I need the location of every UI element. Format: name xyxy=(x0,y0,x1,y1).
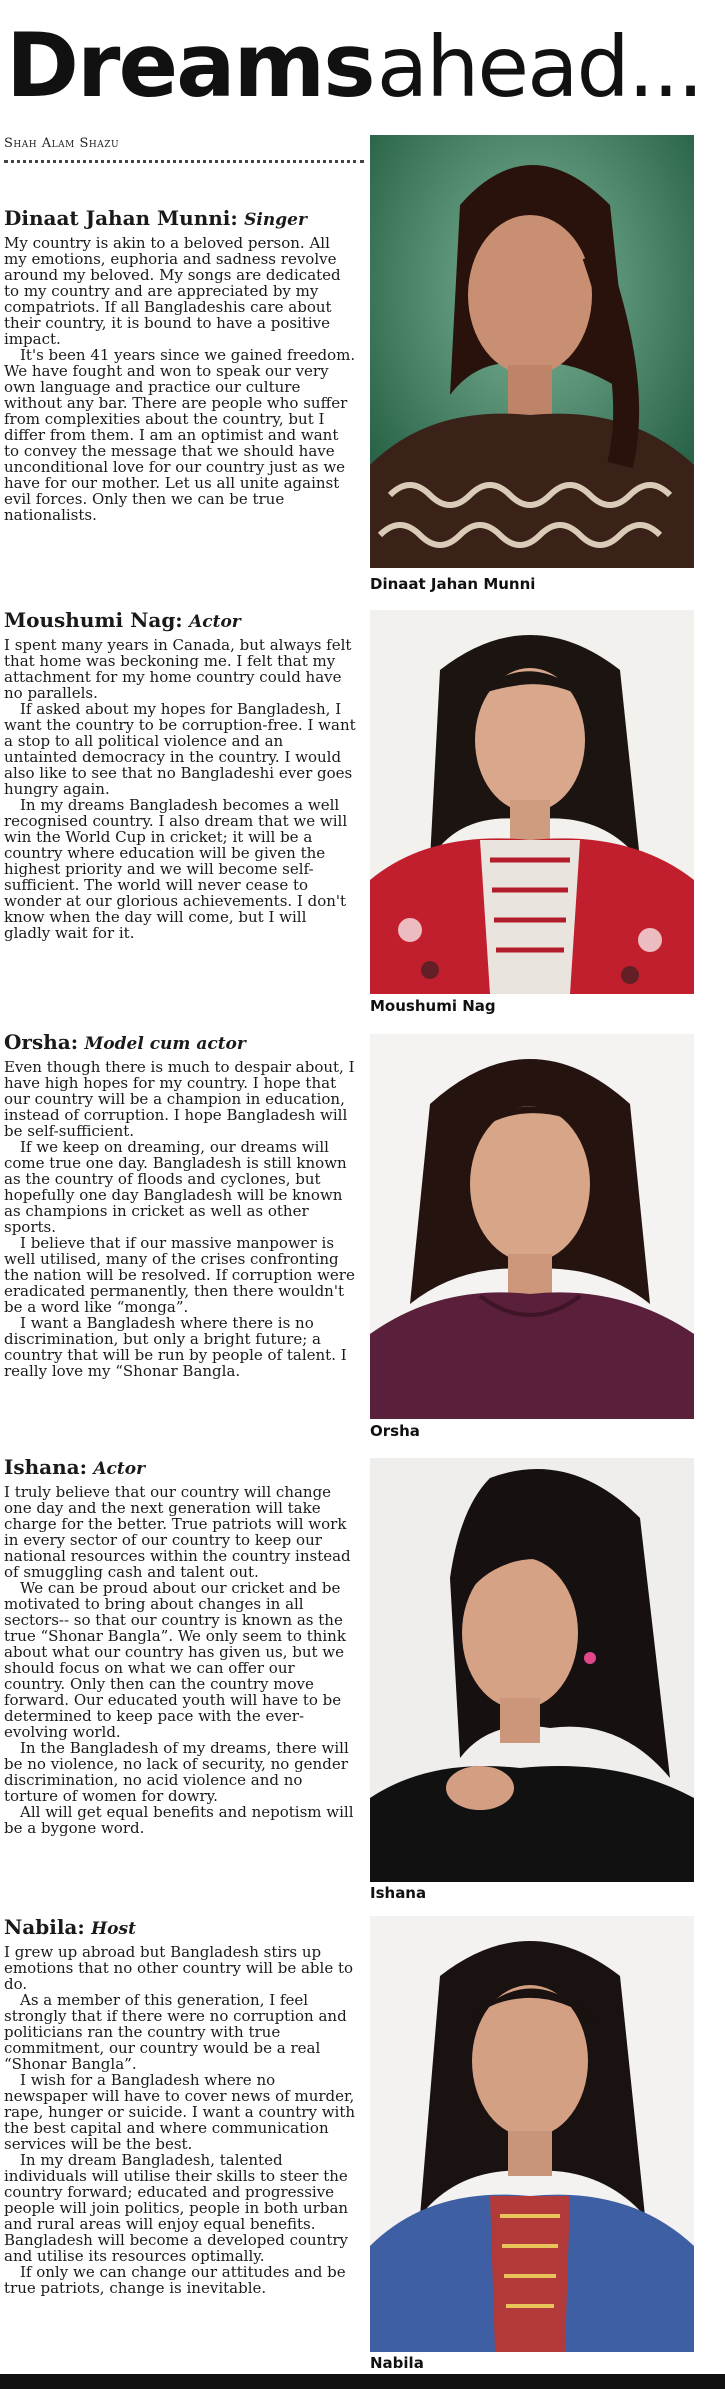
profile-role: Singer xyxy=(244,210,307,230)
portrait-image xyxy=(370,1916,694,2352)
paragraph: It's been 41 years since we gained freedom. We have fought and won to speak our very own language and practice our culture without any bar. There are people who suffer from complexities about the country, but I differ from them. I am an optimist and want to convey the message that we should have unconditional love for our country just as we have for our mother. Let us all unite against evil forces. Only then we can be true nationalists. xyxy=(4,346,356,524)
bottom-bar xyxy=(0,2374,725,2389)
photo-moushumi xyxy=(370,610,694,994)
headline xyxy=(6,14,702,117)
profile-name: Orsha: xyxy=(4,1030,79,1054)
photo-nabila xyxy=(370,1916,694,2352)
photo-caption: Moushumi Nag xyxy=(370,997,496,1015)
profile-name: Moushumi Nag: xyxy=(4,608,183,632)
paragraph: I believe that if our massive manpower is well utilised, many of the crises confronting the nation will be resolved. If corruption were eradicated permanently, then there wouldn't be a word like “monga”. xyxy=(4,1234,355,1316)
paragraph: In the Bangladesh of my dreams, there will be no violence, no lack of security, no gender discrimination, no acid violence and no torture of women for dowry. xyxy=(4,1739,349,1805)
profile-text xyxy=(4,205,356,523)
profile-name: Dinaat Jahan Munni: xyxy=(4,206,238,230)
profile-heading xyxy=(4,205,356,233)
dotted-divider xyxy=(4,160,364,163)
photo-caption: Orsha xyxy=(370,1422,420,1440)
profile-text xyxy=(4,1454,356,1836)
photo-orsha xyxy=(370,1034,694,1419)
profile-heading xyxy=(4,1454,356,1482)
paragraph: I grew up abroad but Bangladesh stirs up emotions that no other country will be able to do. xyxy=(4,1943,354,1993)
portrait-image xyxy=(370,1458,694,1882)
portrait-image xyxy=(370,610,694,994)
headline-light: ahead... xyxy=(376,18,702,116)
portrait-image xyxy=(370,1034,694,1419)
profile-text xyxy=(4,607,356,941)
photo-caption: Ishana xyxy=(370,1884,427,1902)
paragraph: If we keep on dreaming, our dreams will come true one day. Bangladesh is still known as the country of floods and cyclones, but hopefully one day Bangladesh will be known as champions in cricket as well as other sports. xyxy=(4,1138,347,1236)
paragraph: If only we can change our attitudes and be true patriots, change is inevitable. xyxy=(4,2263,346,2297)
profile-heading xyxy=(4,1029,356,1057)
paragraph: I wish for a Bangladesh where no newspaper will have to cover news of murder, rape, hunger or suicide. I want a country with the best capital and where communication services will be the best. xyxy=(4,2071,356,2153)
paragraph: We can be proud about our cricket and be motivated to bring about changes in all sectors-- so that our country is known as the true “Shonar Bangla”. We only seem to think about what our country has given us, but we should focus on what we can offer our country. Only then can the country move forward. Our educated youth will have to be determined to keep pace with the ever-evolving world. xyxy=(4,1579,346,1741)
profile-role: Actor xyxy=(93,1459,146,1479)
profile-role: Host xyxy=(91,1919,136,1939)
paragraph: In my dream Bangladesh, talented individuals will utilise their skills to steer the country forward; educated and progressive people will join politics, people in both urban and rural areas will enjoy equal benefits. Bangladesh will become a developed country and utilise its resources optimally. xyxy=(4,2151,349,2265)
photo-caption: Dinaat Jahan Munni xyxy=(370,575,536,593)
headline-bold: Dreams xyxy=(6,14,374,117)
portrait-image xyxy=(370,135,694,568)
profile-heading xyxy=(4,607,356,635)
paragraph: I want a Bangladesh where there is no discrimination, but only a bright future; a country that will be run by people of talent. I really love my “Shonar Bangla. xyxy=(4,1314,347,1380)
photo-ishana xyxy=(370,1458,694,1882)
byline: Shah Alam Shazu xyxy=(4,136,120,151)
profile-heading xyxy=(4,1914,356,1942)
paragraph: I truly believe that our country will change one day and the next generation will take charge for the better. True patriots will work in every sector of our country to keep our national resources within the country instead of smuggling cash and talent out. xyxy=(4,1483,351,1581)
paragraph: Even though there is much to despair about, I have high hopes for my country. I hope that our country will be a champion in education, instead of corruption. I hope Bangladesh will be self-sufficient. xyxy=(4,1058,355,1140)
profile-role: Model cum actor xyxy=(84,1034,246,1054)
paragraph: All will get equal benefits and nepotism will be a bygone word. xyxy=(4,1803,354,1837)
photo-munni xyxy=(370,135,694,568)
paragraph: If asked about my hopes for Bangladesh, I want the country to be corruption-free. I want a stop to all political violence and an untainted democracy in the country. I would also like to see that no Bangladeshi ever goes hungry again. xyxy=(4,700,356,798)
paragraph: I spent many years in Canada, but always felt that home was beckoning me. I felt that my attachment for my home country could have no parallels. xyxy=(4,636,352,702)
paragraph: In my dreams Bangladesh becomes a well recognised country. I also dream that we will win the World Cup in cricket; it will be a country where education will be given the highest priority and we will become self-sufficient. The world will never cease to wonder at our glorious achievements. I don't know when the day will come, but I will gladly wait for it. xyxy=(4,796,348,942)
paragraph: As a member of this generation, I feel strongly that if there were no corruption and politicians ran the country with true commitment, our country would be a real “Shonar Bangla”. xyxy=(4,1991,347,2073)
profile-text xyxy=(4,1914,356,2296)
photo-caption: Nabila xyxy=(370,2354,424,2372)
profile-name: Nabila: xyxy=(4,1915,85,1939)
profile-text xyxy=(4,1029,356,1379)
profile-name: Ishana: xyxy=(4,1455,87,1479)
profile-role: Actor xyxy=(189,612,241,632)
paragraph: My country is akin to a beloved person. All my emotions, euphoria and sadness revolve around my beloved. My songs are dedicated to my country and are appreciated by my compatriots. If all Bangladeshis care about their country, it is bound to have a positive impact. xyxy=(4,234,341,348)
